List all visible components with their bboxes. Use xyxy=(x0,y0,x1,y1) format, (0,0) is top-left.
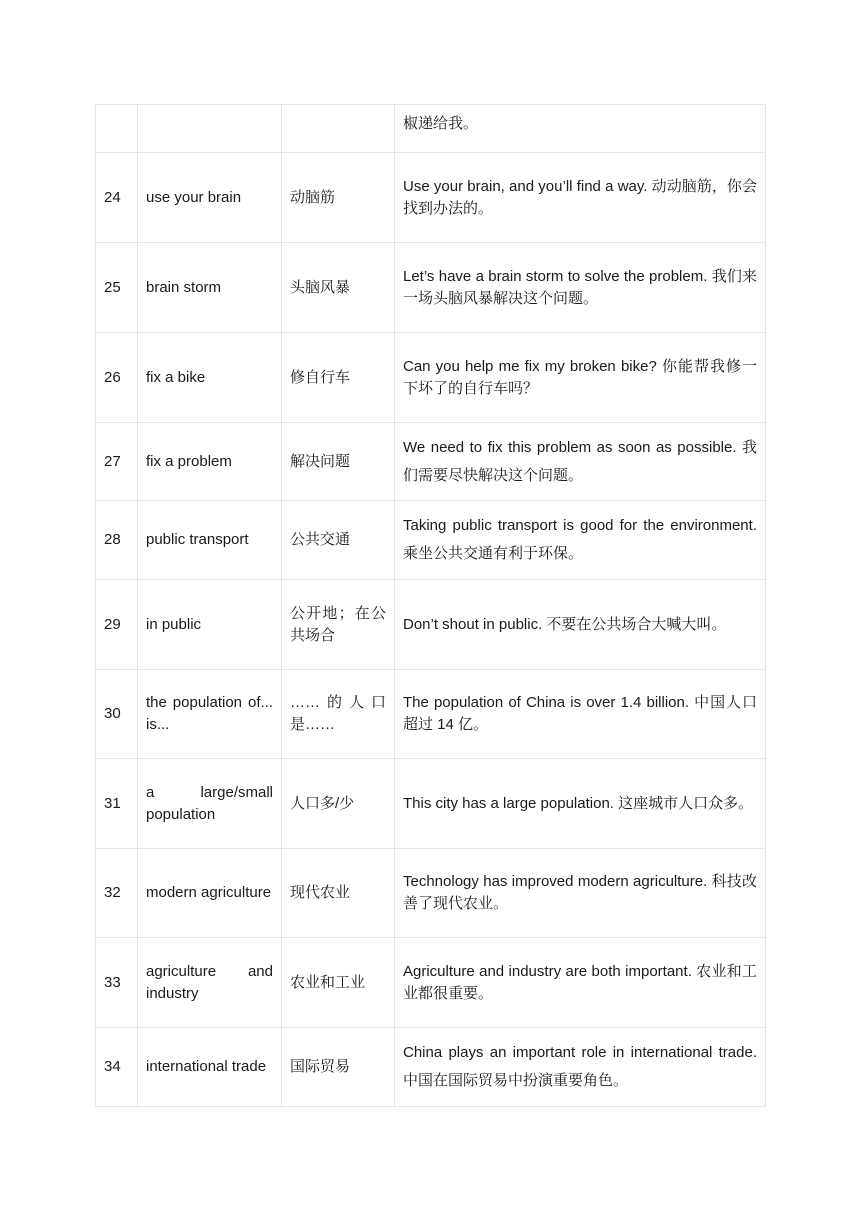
phrase-cell: fix a bike xyxy=(138,333,282,423)
meaning-cell: ……的人口是…… xyxy=(282,670,395,759)
phrase-cell: international trade xyxy=(138,1028,282,1107)
meaning-cell: 公开地；在公共场合 xyxy=(282,580,395,670)
phrase-cell: use your brain xyxy=(138,153,282,243)
example-cell: Let’s have a brain storm to solve the problem. 我们来一场头脑风暴解决这个问题。 xyxy=(395,243,766,333)
phrase-cell: in public xyxy=(138,580,282,670)
row-number: 31 xyxy=(96,759,138,849)
row-number: 30 xyxy=(96,670,138,759)
row-number: 29 xyxy=(96,580,138,670)
meaning-cell: 动脑筋 xyxy=(282,153,395,243)
vocabulary-table xyxy=(95,104,766,1107)
table-row xyxy=(96,105,766,153)
table-row xyxy=(96,938,766,1028)
phrase-cell: the population of... is... xyxy=(138,670,282,759)
row-number: 34 xyxy=(96,1028,138,1107)
row-number: 28 xyxy=(96,501,138,580)
row-number: 25 xyxy=(96,243,138,333)
meaning-cell: 修自行车 xyxy=(282,333,395,423)
phrase-cell: modern agriculture xyxy=(138,849,282,938)
example-cell: Technology has improved modern agriculture. 科技改善了现代农业。 xyxy=(395,849,766,938)
example-cell: 椒递给我。 xyxy=(395,105,766,153)
table-row xyxy=(96,501,766,580)
meaning-cell: 农业和工业 xyxy=(282,938,395,1028)
row-number: 33 xyxy=(96,938,138,1028)
meaning-cell xyxy=(282,105,395,153)
example-cell: The population of China is over 1.4 billion. 中国人口超过 14 亿。 xyxy=(395,670,766,759)
table-row xyxy=(96,849,766,938)
example-cell: Agriculture and industry are both important. 农业和工业都很重要。 xyxy=(395,938,766,1028)
table-row xyxy=(96,333,766,423)
table-row xyxy=(96,670,766,759)
phrase-cell xyxy=(138,105,282,153)
meaning-cell: 人口多/少 xyxy=(282,759,395,849)
table-row xyxy=(96,153,766,243)
table-row xyxy=(96,243,766,333)
row-number: 27 xyxy=(96,423,138,501)
example-cell: We need to fix this problem as soon as possible. 我们需要尽快解决这个问题。 xyxy=(395,423,766,501)
phrase-cell: brain storm xyxy=(138,243,282,333)
phrase-cell: agriculture and industry xyxy=(138,938,282,1028)
example-cell: Can you help me fix my broken bike? 你能帮我修一下坏了的自行车吗？ xyxy=(395,333,766,423)
meaning-cell: 头脑风暴 xyxy=(282,243,395,333)
table-row xyxy=(96,423,766,501)
example-cell: Taking public transport is good for the environment. 乘坐公共交通有利于环保。 xyxy=(395,501,766,580)
row-number: 24 xyxy=(96,153,138,243)
phrase-cell: public transport xyxy=(138,501,282,580)
phrase-cell: fix a problem xyxy=(138,423,282,501)
table-row xyxy=(96,1028,766,1107)
meaning-cell: 现代农业 xyxy=(282,849,395,938)
phrase-cell: a large/small population xyxy=(138,759,282,849)
meaning-cell: 公共交通 xyxy=(282,501,395,580)
example-cell: This city has a large population. 这座城市人口众多。 xyxy=(395,759,766,849)
table-row xyxy=(96,580,766,670)
example-cell: Use your brain, and you’ll find a way. 动动脑筋，你会找到办法的。 xyxy=(395,153,766,243)
row-number: 32 xyxy=(96,849,138,938)
example-cell: Don’t shout in public. 不要在公共场合大喊大叫。 xyxy=(395,580,766,670)
meaning-cell: 解决问题 xyxy=(282,423,395,501)
example-cell: China plays an important role in international trade. 中国在国际贸易中扮演重要角色。 xyxy=(395,1028,766,1107)
table-row xyxy=(96,759,766,849)
meaning-cell: 国际贸易 xyxy=(282,1028,395,1107)
row-number xyxy=(96,105,138,153)
row-number: 26 xyxy=(96,333,138,423)
